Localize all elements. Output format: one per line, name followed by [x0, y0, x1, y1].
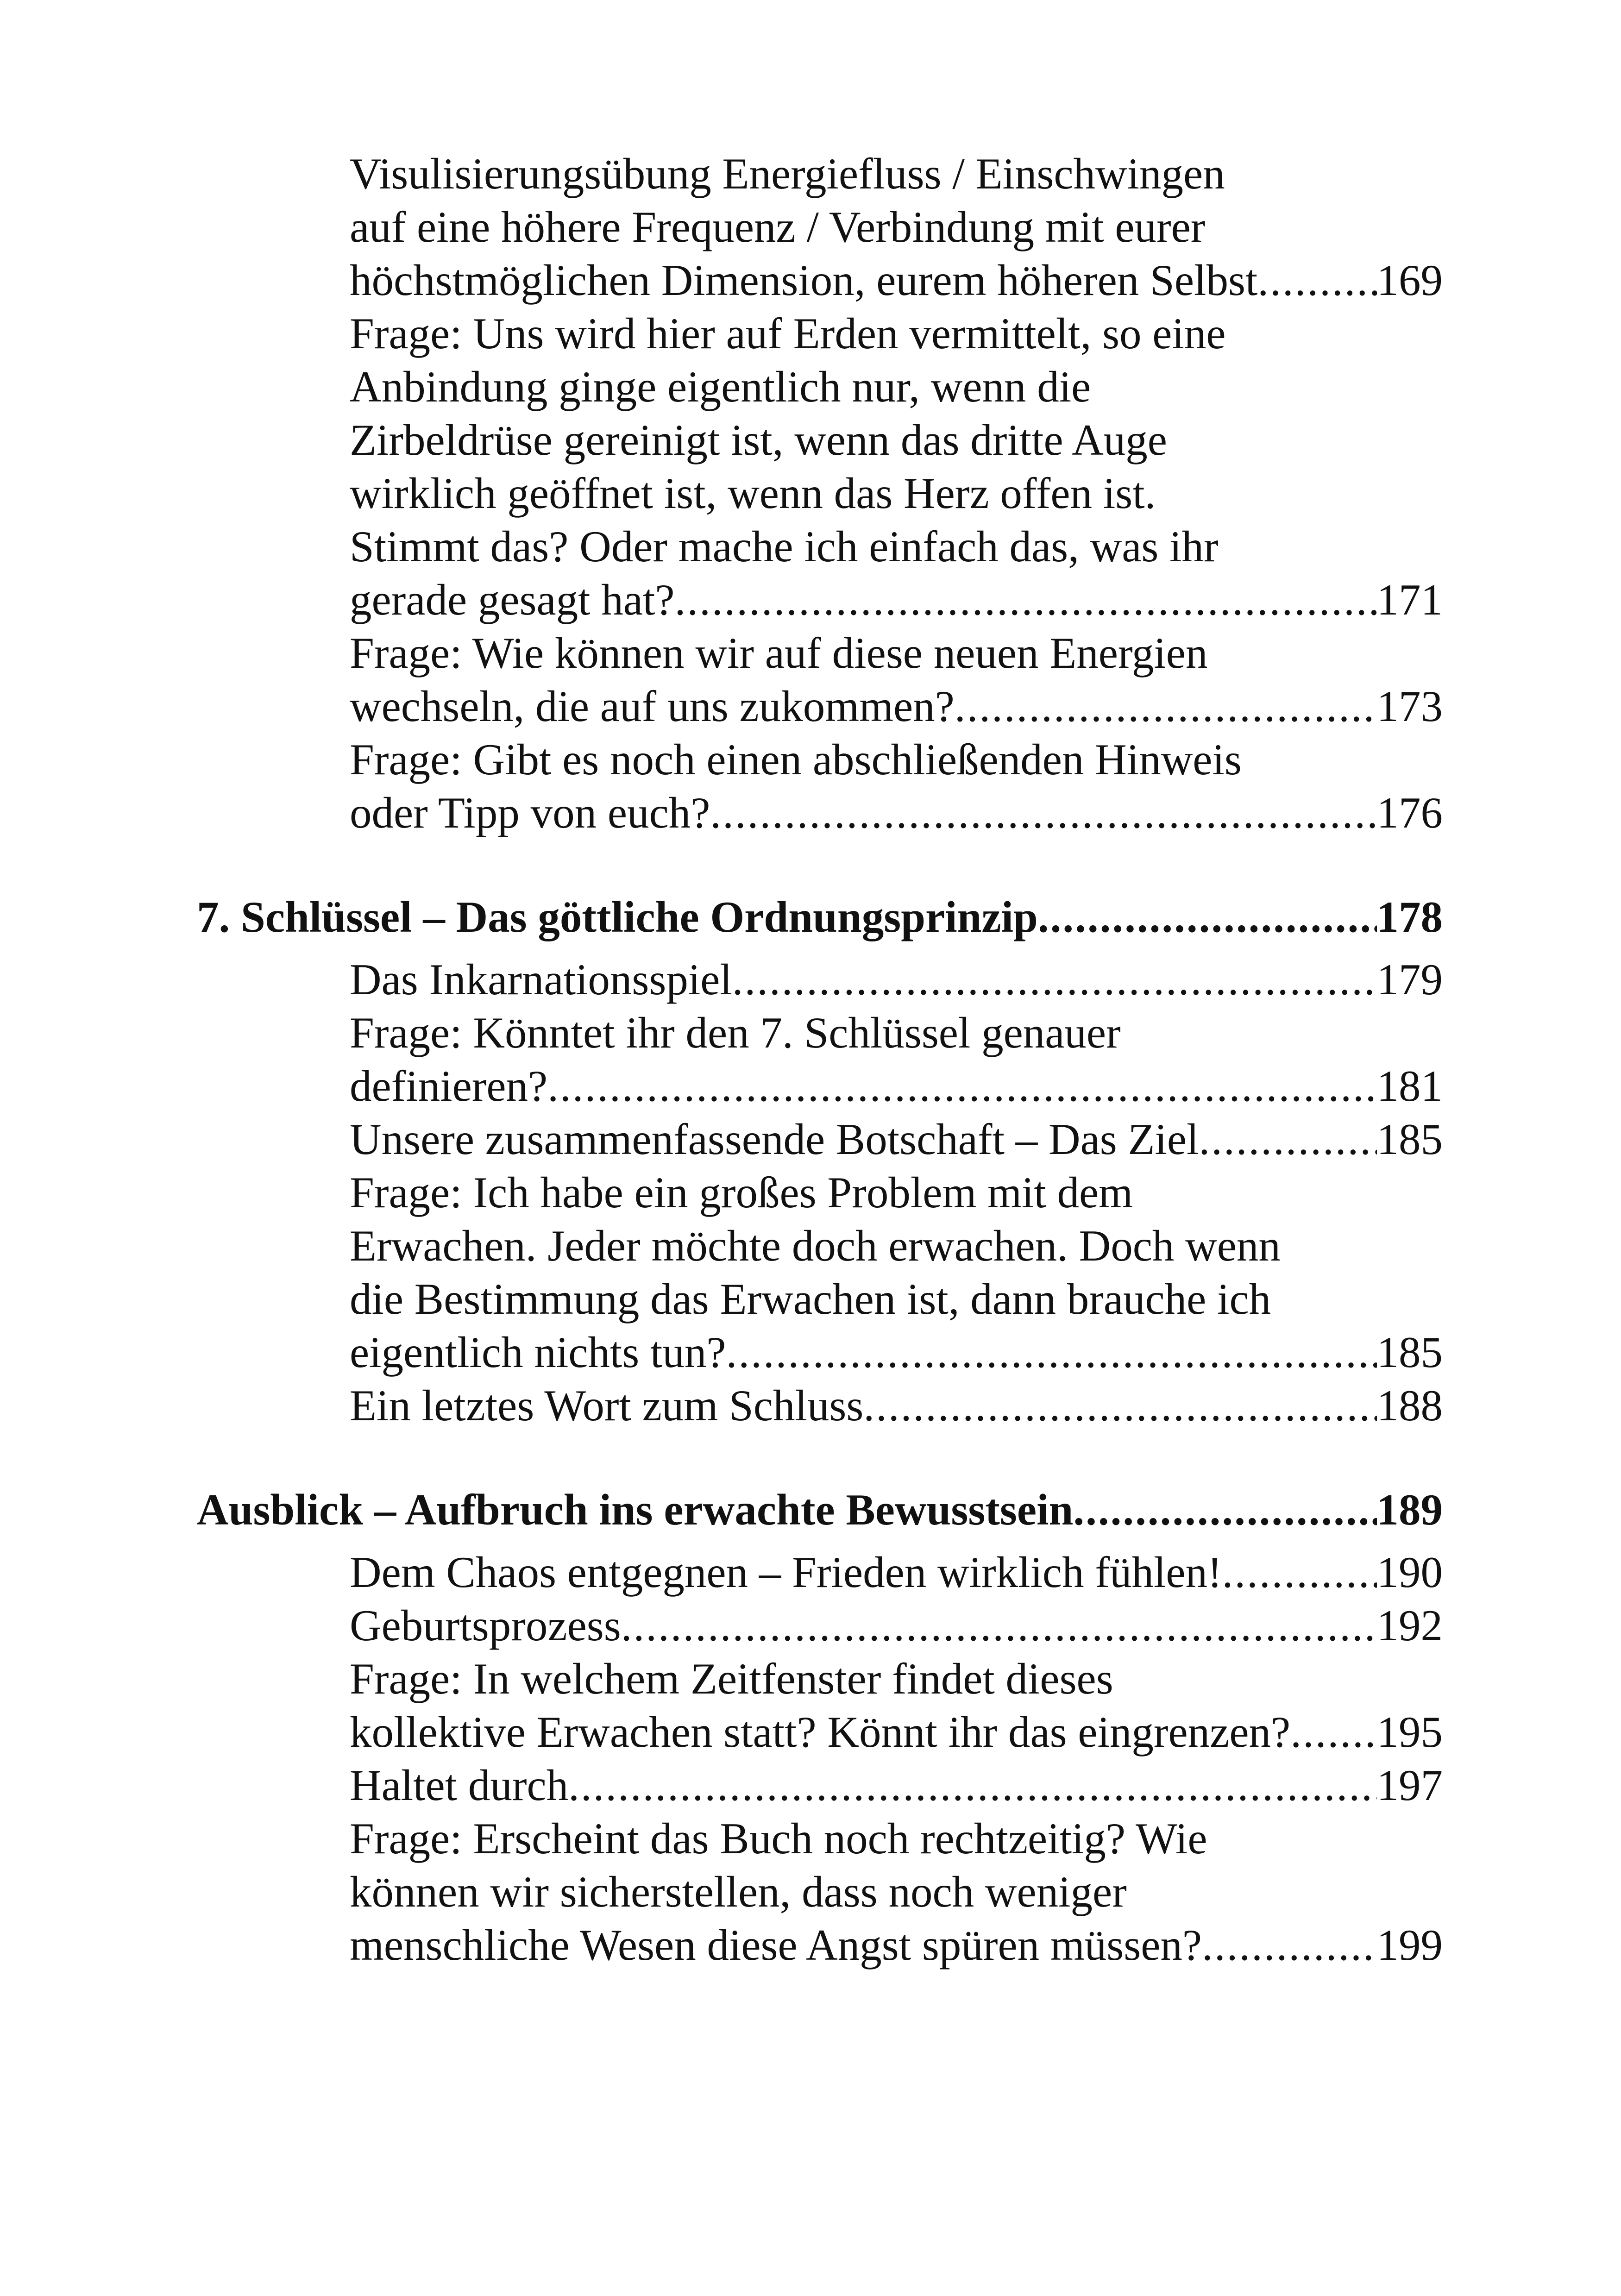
toc-entry[interactable]: [350, 733, 1443, 840]
leader-dots: [1199, 1113, 1376, 1166]
toc-entry-text: Frage: In welchem Zeitfenster findet dieses: [350, 1654, 1113, 1703]
toc-entry-text: kollektive Erwachen statt? Könnt ihr das eingrenzen?: [350, 1707, 1291, 1757]
toc-entry-text: wirklich geöffnet ist, wenn das Herz offen ist.: [350, 469, 1156, 518]
toc-entry-page-number: 185: [1376, 1328, 1443, 1377]
toc-entry-page-number: 192: [1376, 1601, 1443, 1650]
leader-dots: [1202, 1919, 1376, 1972]
toc-entry-text: Ein letztes Wort zum Schluss: [350, 1381, 864, 1430]
toc-entry-text: Stimmt das? Oder mache ich einfach das, was ihr: [350, 522, 1219, 571]
toc-entry[interactable]: [350, 307, 1443, 627]
toc-entry-text: Das Inkarnationsspiel: [350, 955, 732, 1004]
toc-entry-text: Anbindung ginge eigentlich nur, wenn die: [350, 362, 1091, 411]
toc-entry-text: Frage: Erscheint das Buch noch rechtzeitig? Wie: [350, 1814, 1207, 1863]
leader-dots: [732, 953, 1377, 1006]
leader-dots: [1257, 254, 1376, 307]
leader-dots: [675, 573, 1377, 627]
toc-entry-text: Haltet durch: [350, 1761, 569, 1810]
leader-dots: [1073, 1483, 1376, 1537]
toc-entry-line: [350, 254, 1443, 307]
toc-entry-line: [350, 573, 1443, 627]
toc-entry-text: auf eine höhere Frequenz / Verbindung mit eurer: [350, 202, 1206, 251]
toc-entry[interactable]: [350, 627, 1443, 733]
toc-entry-line: [350, 1379, 1443, 1432]
toc-entry[interactable]: [350, 1812, 1443, 1972]
toc-entry-text: Visulisierungsübung Energiefluss / Einschwingen: [350, 149, 1225, 198]
toc-entry-page-number: 199: [1376, 1920, 1443, 1970]
leader-dots: [710, 786, 1376, 840]
toc-entry-line: [350, 1759, 1443, 1812]
toc-entry[interactable]: [350, 1599, 1443, 1652]
toc-entry-page-number: 197: [1376, 1761, 1443, 1810]
toc-entry-page-number: 179: [1376, 955, 1443, 1004]
toc-entry-text: können wir sicherstellen, dass noch weniger: [350, 1867, 1127, 1916]
toc-entry-text: oder Tipp von euch?: [350, 788, 710, 837]
toc-entry[interactable]: [350, 1379, 1443, 1432]
toc-entry-line: [350, 680, 1443, 733]
toc-entry-line: [350, 786, 1443, 840]
toc-entry-page-number: 190: [1376, 1548, 1443, 1597]
toc-entry-text: gerade gesagt hat?: [350, 575, 675, 624]
toc-entry-text: wechseln, die auf uns zukommen?: [350, 682, 955, 731]
toc-entry-page-number: 185: [1376, 1115, 1443, 1164]
toc-entry[interactable]: [350, 1166, 1443, 1379]
toc-entry-text: Frage: Wie können wir auf diese neuen Energien: [350, 628, 1208, 678]
chapter-title-line: [197, 1483, 1443, 1537]
toc-entry[interactable]: [350, 1652, 1443, 1759]
toc-entry-text: Frage: Uns wird hier auf Erden vermittelt, so eine: [350, 309, 1226, 358]
toc-entry-text: Geburtsprozess: [350, 1601, 621, 1650]
toc-entry-text: höchstmöglichen Dimension, eurem höheren Selbst: [350, 256, 1258, 305]
toc-entry-line: [350, 953, 1443, 1006]
toc-entry-text: definieren?: [350, 1061, 548, 1110]
chapter-title-text: Ausblick – Aufbruch ins erwachte Bewusstsein: [197, 1485, 1074, 1534]
toc-entry-text: eigentlich nichts tun?: [350, 1328, 726, 1377]
toc-entry-text: Unsere zusammenfassende Botschaft – Das Ziel: [350, 1115, 1199, 1164]
toc-entry-line: [350, 1113, 1443, 1166]
toc-entry-page-number: 169: [1376, 256, 1443, 305]
toc-entry-text: Erwachen. Jeder möchte doch erwachen. Doch wenn: [350, 1221, 1281, 1270]
toc-entry-text: Frage: Könntet ihr den 7. Schlüssel genauer: [350, 1008, 1121, 1057]
toc-subentries: [350, 147, 1443, 840]
toc-entry-text: Dem Chaos entgegnen – Frieden wirklich fühlen!: [350, 1548, 1222, 1597]
toc-entry-line: [350, 1706, 1443, 1759]
toc-subentries: [350, 1546, 1443, 1972]
toc-entry-text: menschliche Wesen diese Angst spüren müssen?: [350, 1920, 1202, 1970]
leader-dots: [621, 1599, 1377, 1652]
toc-entry-page-number: 173: [1376, 682, 1443, 731]
leader-dots: [568, 1759, 1376, 1812]
toc-entry[interactable]: [350, 147, 1443, 307]
table-of-contents: [197, 147, 1443, 1972]
leader-dots: [547, 1060, 1376, 1113]
toc-entry-line: [350, 1546, 1443, 1599]
toc-entry-text: die Bestimmung das Erwachen ist, dann brauche ich: [350, 1274, 1271, 1324]
toc-entry-line: [350, 1326, 1443, 1379]
toc-entry-page-number: 171: [1376, 575, 1443, 624]
toc-entry[interactable]: [350, 1546, 1443, 1599]
toc-entry-text: Zirbeldrüse gereinigt ist, wenn das dritte Auge: [350, 415, 1167, 464]
toc-entry-page-number: 181: [1376, 1061, 1443, 1110]
leader-dots: [726, 1326, 1377, 1379]
leader-dots: [955, 680, 1377, 733]
toc-subentries: [350, 953, 1443, 1432]
toc-entry-page-number: 188: [1376, 1381, 1443, 1430]
leader-dots: [1222, 1546, 1377, 1599]
leader-dots: [1038, 891, 1377, 944]
toc-entry[interactable]: [350, 1006, 1443, 1113]
toc-entry-page-number: 195: [1376, 1707, 1443, 1757]
chapter-heading[interactable]: [197, 891, 1443, 944]
toc-entry-line: [350, 1060, 1443, 1113]
chapter-heading[interactable]: [197, 1483, 1443, 1537]
leader-dots: [1290, 1706, 1376, 1759]
toc-entry[interactable]: [350, 1113, 1443, 1166]
toc-entry-text: Frage: Gibt es noch einen abschließenden Hinweis: [350, 735, 1242, 784]
chapter-title-page-number: 189: [1376, 1485, 1443, 1534]
chapter-title-text: 7. Schlüssel – Das göttliche Ordnungsprinzip: [197, 892, 1038, 941]
toc-entry-line: [350, 1919, 1443, 1972]
toc-entry-page-number: 176: [1376, 788, 1443, 837]
toc-entry-text: Frage: Ich habe ein großes Problem mit dem: [350, 1168, 1133, 1217]
chapter-title-line: [197, 891, 1443, 944]
chapter-title-page-number: 178: [1376, 892, 1443, 941]
leader-dots: [863, 1379, 1376, 1432]
toc-entry-line: [350, 1599, 1443, 1652]
toc-entry[interactable]: [350, 953, 1443, 1006]
toc-entry[interactable]: [350, 1759, 1443, 1812]
